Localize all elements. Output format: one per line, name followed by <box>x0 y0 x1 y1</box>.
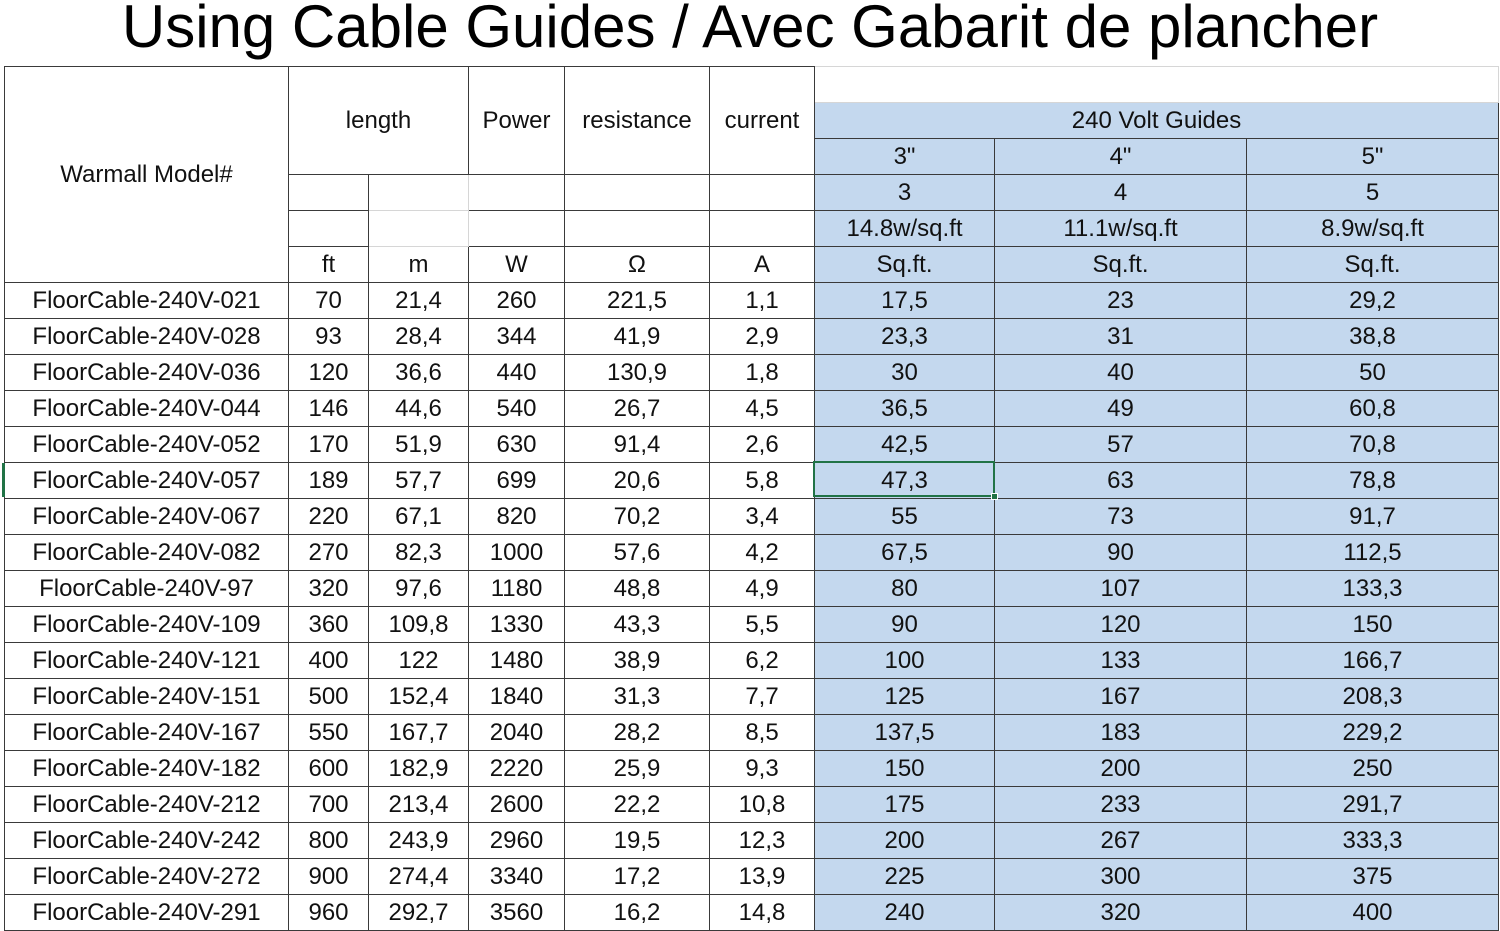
cell-resistance-ohm[interactable]: 31,3 <box>565 679 710 715</box>
cell-area-3[interactable]: 90 <box>815 607 995 643</box>
unit-w[interactable]: W <box>469 247 565 283</box>
cell-area-3[interactable]: 80 <box>815 571 995 607</box>
table-row <box>5 859 1499 895</box>
cell-power-w[interactable]: 1330 <box>469 607 565 643</box>
cell-model[interactable]: FloorCable-240V-121 <box>5 643 289 679</box>
cell-area-4[interactable]: 73 <box>995 499 1247 535</box>
cell-power-w[interactable]: 1480 <box>469 643 565 679</box>
unit-sqft-5[interactable]: Sq.ft. <box>1247 247 1499 283</box>
table-row <box>5 535 1499 571</box>
cell-model[interactable]: FloorCable-240V-151 <box>5 679 289 715</box>
cell-current-a[interactable]: 9,3 <box>710 751 815 787</box>
cell-area-3[interactable]: 36,5 <box>815 391 995 427</box>
cable-guide-table <box>4 66 1499 931</box>
table-row <box>5 823 1499 859</box>
cell-length-ft[interactable]: 93 <box>289 319 369 355</box>
cell-resistance-ohm[interactable]: 41,9 <box>565 319 710 355</box>
cell-current-a[interactable]: 14,8 <box>710 895 815 931</box>
header-current[interactable]: current <box>710 67 815 175</box>
cell-power-w[interactable]: 2600 <box>469 787 565 823</box>
table-row <box>5 643 1499 679</box>
header-density-3[interactable]: 14.8w/sq.ft <box>815 211 995 247</box>
header-resistance[interactable]: resistance <box>565 67 710 175</box>
cell-area-3[interactable]: 67,5 <box>815 535 995 571</box>
cell-current-a[interactable]: 4,9 <box>710 571 815 607</box>
cell-resistance-ohm[interactable]: 19,5 <box>565 823 710 859</box>
cell-length-m[interactable]: 167,7 <box>369 715 469 751</box>
cell-power-w[interactable]: 260 <box>469 283 565 319</box>
cell-length-m[interactable]: 274,4 <box>369 859 469 895</box>
cell-length-m[interactable]: 51,9 <box>369 427 469 463</box>
table-row <box>5 499 1499 535</box>
cell-area-3[interactable]: 100 <box>815 643 995 679</box>
cell-model[interactable]: FloorCable-240V-082 <box>5 535 289 571</box>
cell-current-a[interactable]: 4,5 <box>710 391 815 427</box>
cell-current-a[interactable]: 2,6 <box>710 427 815 463</box>
cell-resistance-ohm[interactable]: 22,2 <box>565 787 710 823</box>
cell-current-a[interactable]: 13,9 <box>710 859 815 895</box>
cell-area-5[interactable]: 70,8 <box>1247 427 1499 463</box>
cell-model[interactable]: FloorCable-240V-057 <box>5 463 289 499</box>
cell-resistance-ohm[interactable]: 91,4 <box>565 427 710 463</box>
cell-length-m[interactable]: 152,4 <box>369 679 469 715</box>
header-number-4[interactable]: 4 <box>995 175 1247 211</box>
header-guides[interactable]: 240 Volt Guides <box>815 103 1499 139</box>
cell-model[interactable]: FloorCable-240V-067 <box>5 499 289 535</box>
cell-power-w[interactable]: 699 <box>469 463 565 499</box>
cell-area-4[interactable]: 267 <box>995 823 1247 859</box>
header-blank-a-2[interactable] <box>710 211 815 247</box>
table-row <box>5 355 1499 391</box>
cell-area-4[interactable]: 200 <box>995 751 1247 787</box>
cell-area-5[interactable]: 375 <box>1247 859 1499 895</box>
cell-area-5[interactable]: 112,5 <box>1247 535 1499 571</box>
header-spacing-5[interactable]: 5" <box>1247 139 1499 175</box>
header-blank-m[interactable] <box>369 175 469 211</box>
cell-area-4[interactable]: 233 <box>995 787 1247 823</box>
cell-length-ft[interactable]: 146 <box>289 391 369 427</box>
cell-area-3[interactable]: 23,3 <box>815 319 995 355</box>
cell-model[interactable]: FloorCable-240V-97 <box>5 571 289 607</box>
cell-length-ft[interactable]: 120 <box>289 355 369 391</box>
cell-power-w[interactable]: 3340 <box>469 859 565 895</box>
cell-area-3[interactable]: 137,5 <box>815 715 995 751</box>
cell-current-a[interactable]: 1,1 <box>710 283 815 319</box>
cell-area-5[interactable]: 250 <box>1247 751 1499 787</box>
cell-area-5[interactable]: 208,3 <box>1247 679 1499 715</box>
table-row <box>5 679 1499 715</box>
cell-area-5[interactable]: 166,7 <box>1247 643 1499 679</box>
table-body <box>5 283 1499 931</box>
cell-area-3[interactable]: 240 <box>815 895 995 931</box>
cell-resistance-ohm[interactable]: 28,2 <box>565 715 710 751</box>
cell-length-ft[interactable]: 700 <box>289 787 369 823</box>
unit-ohm[interactable]: Ω <box>565 247 710 283</box>
cell-power-w[interactable]: 540 <box>469 391 565 427</box>
cell-area-3[interactable]: 42,5 <box>815 427 995 463</box>
cell-model[interactable]: FloorCable-240V-212 <box>5 787 289 823</box>
cell-power-w[interactable]: 440 <box>469 355 565 391</box>
cell-length-m[interactable]: 109,8 <box>369 607 469 643</box>
cell-length-m[interactable]: 122 <box>369 643 469 679</box>
spreadsheet <box>4 66 1499 931</box>
header-blank-ft-2[interactable] <box>289 211 369 247</box>
cell-length-m[interactable]: 21,4 <box>369 283 469 319</box>
cell-resistance-ohm[interactable]: 17,2 <box>565 859 710 895</box>
cell-length-ft[interactable]: 70 <box>289 283 369 319</box>
cell-model[interactable]: FloorCable-240V-052 <box>5 427 289 463</box>
table-row <box>5 283 1499 319</box>
cell-area-5[interactable]: 333,3 <box>1247 823 1499 859</box>
header-number-5[interactable]: 5 <box>1247 175 1499 211</box>
cell-area-4[interactable]: 23 <box>995 283 1247 319</box>
cell-length-m[interactable]: 97,6 <box>369 571 469 607</box>
cell-resistance-ohm[interactable]: 25,9 <box>565 751 710 787</box>
cell-length-ft[interactable]: 360 <box>289 607 369 643</box>
cell-length-ft[interactable]: 270 <box>289 535 369 571</box>
header-blank-ft[interactable] <box>289 175 369 211</box>
cell-resistance-ohm[interactable]: 26,7 <box>565 391 710 427</box>
cell-model[interactable]: FloorCable-240V-109 <box>5 607 289 643</box>
cell-current-a[interactable]: 6,2 <box>710 643 815 679</box>
cell-area-3[interactable]: 200 <box>815 823 995 859</box>
header-power[interactable]: Power <box>469 67 565 175</box>
cell-resistance-ohm[interactable]: 221,5 <box>565 283 710 319</box>
cell-resistance-ohm[interactable]: 70,2 <box>565 499 710 535</box>
cell-length-m[interactable]: 28,4 <box>369 319 469 355</box>
cell-area-3[interactable]: 150 <box>815 751 995 787</box>
header-blank-ohm[interactable] <box>565 175 710 211</box>
cell-model[interactable]: FloorCable-240V-028 <box>5 319 289 355</box>
table-row <box>5 895 1499 931</box>
cell-length-m[interactable]: 213,4 <box>369 787 469 823</box>
header-model[interactable]: Warmall Model# <box>5 67 289 283</box>
cell-length-ft[interactable]: 400 <box>289 643 369 679</box>
table-row <box>5 715 1499 751</box>
cell-length-ft[interactable]: 600 <box>289 751 369 787</box>
table-header <box>5 67 1499 283</box>
cell-resistance-ohm[interactable]: 57,6 <box>565 535 710 571</box>
header-blank-m-2[interactable] <box>369 211 469 247</box>
cell-area-3[interactable]: 47,3 <box>815 463 995 499</box>
table-row <box>5 391 1499 427</box>
cell-current-a[interactable]: 5,8 <box>710 463 815 499</box>
cell-length-ft[interactable]: 500 <box>289 679 369 715</box>
cell-model[interactable]: FloorCable-240V-021 <box>5 283 289 319</box>
table-row <box>5 751 1499 787</box>
cell-area-4[interactable]: 133 <box>995 643 1247 679</box>
cell-current-a[interactable]: 8,5 <box>710 715 815 751</box>
unit-a[interactable]: A <box>710 247 815 283</box>
cell-power-w[interactable]: 1000 <box>469 535 565 571</box>
cell-length-ft[interactable]: 900 <box>289 859 369 895</box>
header-length[interactable]: length <box>289 67 469 175</box>
cell-area-4[interactable]: 320 <box>995 895 1247 931</box>
header-blank-w-2[interactable] <box>469 211 565 247</box>
cell-area-3[interactable]: 30 <box>815 355 995 391</box>
cell-current-a[interactable]: 7,7 <box>710 679 815 715</box>
cell-resistance-ohm[interactable]: 38,9 <box>565 643 710 679</box>
cell-area-5[interactable]: 400 <box>1247 895 1499 931</box>
header-empty-cell[interactable] <box>815 67 1499 103</box>
cell-area-4[interactable]: 31 <box>995 319 1247 355</box>
cell-length-m[interactable]: 36,6 <box>369 355 469 391</box>
active-row-marker <box>2 463 5 497</box>
cell-length-ft[interactable]: 170 <box>289 427 369 463</box>
cell-length-ft[interactable]: 550 <box>289 715 369 751</box>
cell-area-5[interactable]: 150 <box>1247 607 1499 643</box>
page-title: Using Cable Guides / Avec Gabarit de plancher <box>121 0 1379 60</box>
table-row <box>5 463 1499 499</box>
cell-current-a[interactable]: 1,8 <box>710 355 815 391</box>
unit-ft[interactable]: ft <box>289 247 369 283</box>
cell-length-ft[interactable]: 220 <box>289 499 369 535</box>
cell-current-a[interactable]: 5,5 <box>710 607 815 643</box>
cell-area-4[interactable]: 40 <box>995 355 1247 391</box>
cell-area-4[interactable]: 63 <box>995 463 1247 499</box>
cell-resistance-ohm[interactable]: 43,3 <box>565 607 710 643</box>
cell-area-4[interactable]: 49 <box>995 391 1247 427</box>
cell-area-4[interactable]: 90 <box>995 535 1247 571</box>
unit-m[interactable]: m <box>369 247 469 283</box>
cell-power-w[interactable]: 1840 <box>469 679 565 715</box>
cell-power-w[interactable]: 1180 <box>469 571 565 607</box>
header-density-4[interactable]: 11.1w/sq.ft <box>995 211 1247 247</box>
cell-current-a[interactable]: 10,8 <box>710 787 815 823</box>
cell-resistance-ohm[interactable]: 16,2 <box>565 895 710 931</box>
cell-area-4[interactable]: 183 <box>995 715 1247 751</box>
cell-model[interactable]: FloorCable-240V-242 <box>5 823 289 859</box>
cell-power-w[interactable]: 2040 <box>469 715 565 751</box>
cell-current-a[interactable]: 4,2 <box>710 535 815 571</box>
header-number-3[interactable]: 3 <box>815 175 995 211</box>
cell-power-w[interactable]: 630 <box>469 427 565 463</box>
cell-current-a[interactable]: 3,4 <box>710 499 815 535</box>
fill-handle[interactable] <box>991 493 998 500</box>
cell-length-m[interactable]: 82,3 <box>369 535 469 571</box>
cell-area-4[interactable]: 107 <box>995 571 1247 607</box>
cell-power-w[interactable]: 344 <box>469 319 565 355</box>
unit-sqft-4[interactable]: Sq.ft. <box>995 247 1247 283</box>
cell-length-m[interactable]: 182,9 <box>369 751 469 787</box>
header-spacing-4[interactable]: 4" <box>995 139 1247 175</box>
table-row <box>5 607 1499 643</box>
cell-resistance-ohm[interactable]: 48,8 <box>565 571 710 607</box>
cell-area-3[interactable]: 175 <box>815 787 995 823</box>
unit-sqft-3[interactable]: Sq.ft. <box>815 247 995 283</box>
cell-length-m[interactable]: 44,6 <box>369 391 469 427</box>
cell-power-w[interactable]: 820 <box>469 499 565 535</box>
cell-length-ft[interactable]: 960 <box>289 895 369 931</box>
cell-power-w[interactable]: 2960 <box>469 823 565 859</box>
cell-area-5[interactable]: 91,7 <box>1247 499 1499 535</box>
cell-model[interactable]: FloorCable-240V-167 <box>5 715 289 751</box>
header-blank-w[interactable] <box>469 175 565 211</box>
cell-area-5[interactable]: 291,7 <box>1247 787 1499 823</box>
cell-model[interactable]: FloorCable-240V-182 <box>5 751 289 787</box>
cell-length-m[interactable]: 243,9 <box>369 823 469 859</box>
cell-area-3[interactable]: 55 <box>815 499 995 535</box>
cell-power-w[interactable]: 3560 <box>469 895 565 931</box>
cell-length-ft[interactable]: 800 <box>289 823 369 859</box>
cell-current-a[interactable]: 12,3 <box>710 823 815 859</box>
cell-area-4[interactable]: 167 <box>995 679 1247 715</box>
table-row <box>5 787 1499 823</box>
cell-length-ft[interactable]: 320 <box>289 571 369 607</box>
cell-resistance-ohm[interactable]: 130,9 <box>565 355 710 391</box>
cell-power-w[interactable]: 2220 <box>469 751 565 787</box>
cell-model[interactable]: FloorCable-240V-272 <box>5 859 289 895</box>
cell-area-4[interactable]: 57 <box>995 427 1247 463</box>
header-blank-ohm-2[interactable] <box>565 211 710 247</box>
cell-model[interactable]: FloorCable-240V-036 <box>5 355 289 391</box>
cell-area-5[interactable]: 38,8 <box>1247 319 1499 355</box>
cell-area-4[interactable]: 300 <box>995 859 1247 895</box>
cell-area-4[interactable]: 120 <box>995 607 1247 643</box>
header-blank-a[interactable] <box>710 175 815 211</box>
header-density-5[interactable]: 8.9w/sq.ft <box>1247 211 1499 247</box>
cell-area-5[interactable]: 133,3 <box>1247 571 1499 607</box>
cell-area-5[interactable]: 229,2 <box>1247 715 1499 751</box>
cell-area-3[interactable]: 17,5 <box>815 283 995 319</box>
cell-resistance-ohm[interactable]: 20,6 <box>565 463 710 499</box>
table-row <box>5 427 1499 463</box>
cell-model[interactable]: FloorCable-240V-291 <box>5 895 289 931</box>
cell-area-5[interactable]: 78,8 <box>1247 463 1499 499</box>
cell-area-5[interactable]: 50 <box>1247 355 1499 391</box>
cell-area-5[interactable]: 60,8 <box>1247 391 1499 427</box>
table-row <box>5 319 1499 355</box>
cell-area-3[interactable]: 125 <box>815 679 995 715</box>
cell-length-ft[interactable]: 189 <box>289 463 369 499</box>
cell-area-3[interactable]: 225 <box>815 859 995 895</box>
cell-length-m[interactable]: 57,7 <box>369 463 469 499</box>
cell-length-m[interactable]: 292,7 <box>369 895 469 931</box>
cell-current-a[interactable]: 2,9 <box>710 319 815 355</box>
cell-area-5[interactable]: 29,2 <box>1247 283 1499 319</box>
header-spacing-3[interactable]: 3" <box>815 139 995 175</box>
table-row <box>5 571 1499 607</box>
cell-length-m[interactable]: 67,1 <box>369 499 469 535</box>
cell-model[interactable]: FloorCable-240V-044 <box>5 391 289 427</box>
